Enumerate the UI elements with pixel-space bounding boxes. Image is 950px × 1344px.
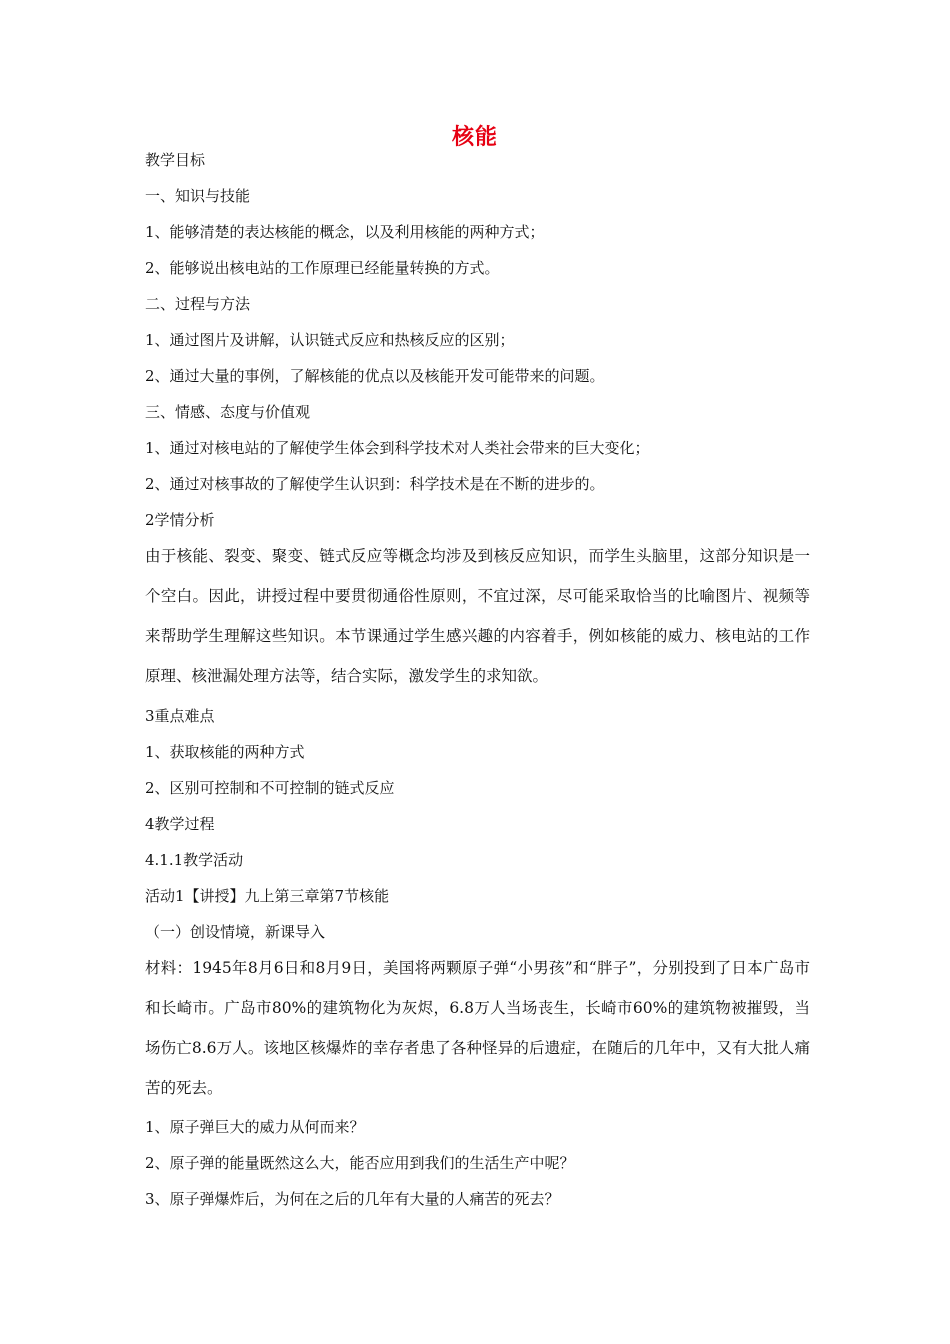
question-2: 2、原子弹的能量既然这么大，能否应用到我们的生活生产中呢？	[145, 1154, 575, 1172]
heading-student-analysis: 2学情分析	[145, 511, 215, 529]
section-process-method: 二、过程与方法	[145, 295, 251, 313]
analysis-paragraph: 由于核能、裂变、聚变、链式反应等概念均涉及到核反应知识，而学生头脑里，这部分知识是一个空白。因此，讲授过程中要贯彻通俗性原则，不宜过深，尽可能采取恰当的比喻图片、视频等来帮助学生理解这些知识。本节课通过学生感兴趣的内容着手，例如核能的威力、核电站的工作原理、核泄漏处理方法等，结合实际，激发学生的求知欲。	[145, 547, 810, 685]
heading-teaching-process: 4教学过程	[145, 815, 215, 833]
attitude-item-1: 1、通过对核电站的了解使学生体会到科学技术对人类社会带来的巨大变化；	[145, 439, 650, 457]
section-attitude-values: 三、情感、态度与价值观	[145, 403, 311, 421]
knowledge-item-2: 2、能够说出核电站的工作原理已经能量转换的方式。	[145, 259, 500, 277]
heading-teaching-goals: 教学目标	[145, 151, 206, 169]
document-title: 核能	[451, 125, 498, 150]
key-item-1: 1、获取核能的两种方式	[145, 743, 305, 761]
knowledge-item-1: 1、能够清楚的表达核能的概念，以及利用核能的两种方式；	[145, 223, 545, 241]
material-paragraph: 材料：1945年8月6日和8月9日，美国将两颗原子弹“小男孩”和“胖子”，分别投到了日本广岛市和长崎市。广岛市80%的建筑物化为灰烬，6.8万人当场丧生，长崎市60%的建筑物被摧毁，当场伤亡8.6万人。该地区核爆炸的幸存者患了各种怪异的后遗症，在随后的几年中，又有大批人痛苦的死去。	[145, 959, 810, 1097]
key-item-2: 2、区别可控制和不可控制的链式反应	[145, 779, 395, 797]
question-1: 1、原子弹巨大的威力从何而来？	[145, 1118, 365, 1136]
process-item-2: 2、通过大量的事例，了解核能的优点以及核能开发可能带来的问题。	[145, 367, 605, 385]
process-item-1: 1、通过图片及讲解，认识链式反应和热核反应的区别；	[145, 331, 515, 349]
activity-title: 活动1【讲授】九上第三章第7节核能	[145, 887, 390, 905]
question-3: 3、原子弹爆炸后，为何在之后的几年有大量的人痛苦的死去？	[145, 1190, 560, 1208]
intro-title: （一）创设情境，新课导入	[145, 923, 326, 941]
section-knowledge-skills: 一、知识与技能	[145, 187, 251, 205]
attitude-item-2: 2、通过对核事故的了解使学生认识到：科学技术是在不断的进步的。	[145, 475, 605, 493]
heading-key-points: 3重点难点	[145, 707, 215, 725]
process-subheading: 4.1.1教学活动	[145, 851, 244, 869]
